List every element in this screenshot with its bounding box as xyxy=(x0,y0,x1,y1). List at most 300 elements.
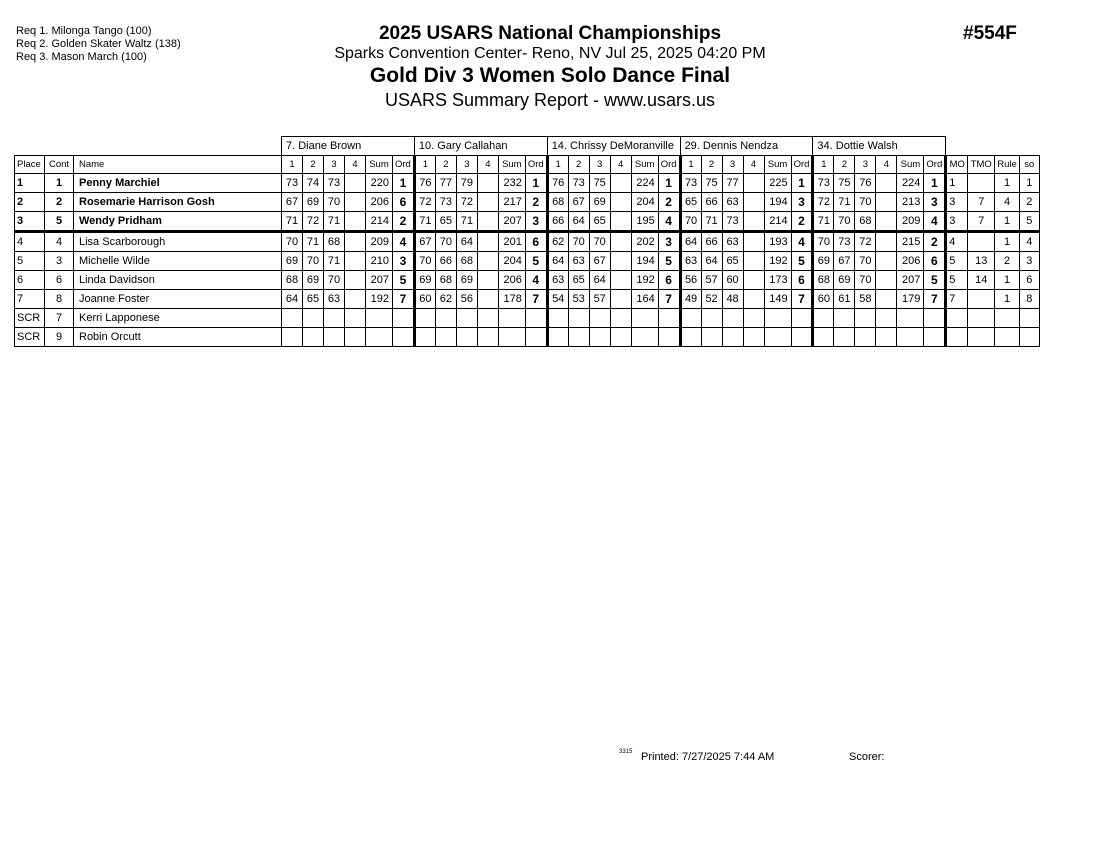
mo-cell: 3 xyxy=(946,212,968,232)
judge1-score-cell: 71 xyxy=(324,252,345,271)
skater-name-cell: Rosemarie Harrison Gosh xyxy=(74,193,282,212)
judge4-ordinal-cell: 2 xyxy=(791,212,813,232)
judge-name-3: 14. Chrissy DeMoranville xyxy=(547,137,680,156)
rule-cell xyxy=(995,309,1020,328)
judge4-ordinal-cell: 5 xyxy=(791,252,813,271)
judge1-score-cell: 63 xyxy=(324,290,345,309)
col-header-judge3-2: 2 xyxy=(568,156,589,174)
mo-cell xyxy=(946,328,968,347)
judge5-ordinal-cell: 3 xyxy=(924,193,946,212)
judge1-score-cell xyxy=(303,309,324,328)
judge4-score-cell: 63 xyxy=(722,232,743,252)
contestant-number-cell: 2 xyxy=(45,193,74,212)
judge3-score-cell: 62 xyxy=(547,232,568,252)
judge4-sum-cell: 193 xyxy=(764,232,791,252)
col-header-judge2-3: 3 xyxy=(456,156,477,174)
judge3-score-cell: 57 xyxy=(589,290,610,309)
col-header-rule: Rule xyxy=(995,156,1020,174)
judge4-score-cell xyxy=(680,328,701,347)
judge2-score-cell: 60 xyxy=(414,290,435,309)
col-header-mo: MO xyxy=(946,156,968,174)
judge2-score-cell: 68 xyxy=(435,271,456,290)
col-header-judge2-1: 1 xyxy=(414,156,435,174)
skater-name-cell: Michelle Wilde xyxy=(74,252,282,271)
judge4-ordinal-cell: 7 xyxy=(791,290,813,309)
judge2-score-cell: 64 xyxy=(456,232,477,252)
judge4-score-cell xyxy=(743,309,764,328)
rule-cell xyxy=(995,328,1020,347)
judge2-score-cell: 72 xyxy=(456,193,477,212)
judge3-score-cell xyxy=(589,328,610,347)
judge3-sum-cell xyxy=(631,309,658,328)
judge2-score-cell: 70 xyxy=(414,252,435,271)
judge4-sum-cell: 173 xyxy=(764,271,791,290)
judge2-score-cell xyxy=(477,212,498,232)
rule-cell: 1 xyxy=(995,212,1020,232)
judge5-sum-cell xyxy=(897,328,924,347)
judge5-score-cell: 72 xyxy=(855,232,876,252)
judge1-ordinal-cell xyxy=(393,328,415,347)
printed-timestamp: Printed: 7/27/2025 7:44 AM xyxy=(641,751,775,763)
judge1-score-cell: 71 xyxy=(324,212,345,232)
judge3-score-cell: 67 xyxy=(589,252,610,271)
judge2-score-cell: 56 xyxy=(456,290,477,309)
judge3-score-cell xyxy=(568,328,589,347)
tmo-cell: 14 xyxy=(968,271,995,290)
judge3-score-cell: 65 xyxy=(568,271,589,290)
judge3-score-cell: 66 xyxy=(547,212,568,232)
col-header-judge3-1: 1 xyxy=(547,156,568,174)
judge3-score-cell xyxy=(610,252,631,271)
judge3-score-cell xyxy=(547,328,568,347)
judge2-score-cell xyxy=(456,328,477,347)
judge5-score-cell: 70 xyxy=(855,271,876,290)
judge3-ordinal-cell: 6 xyxy=(658,271,680,290)
judge1-score-cell xyxy=(345,174,366,193)
so-cell: 5 xyxy=(1019,212,1039,232)
so-cell: 3 xyxy=(1019,252,1039,271)
judge5-score-cell: 70 xyxy=(813,232,834,252)
judge3-score-cell: 70 xyxy=(568,232,589,252)
judge2-sum-cell: 201 xyxy=(498,232,525,252)
judge1-ordinal-cell xyxy=(393,309,415,328)
judge4-score-cell xyxy=(701,328,722,347)
table-row xyxy=(15,212,1040,232)
place-cell: SCR xyxy=(15,309,45,328)
judge4-score-cell xyxy=(743,290,764,309)
contestant-number-cell: 1 xyxy=(45,174,74,193)
judge5-score-cell xyxy=(876,271,897,290)
judge4-sum-cell: 214 xyxy=(764,212,791,232)
col-header-judge5-4: 4 xyxy=(876,156,897,174)
col-header-judge5-ord: Ord xyxy=(924,156,946,174)
judge3-score-cell xyxy=(568,309,589,328)
judge5-sum-cell xyxy=(897,309,924,328)
contestant-number-cell: 4 xyxy=(45,232,74,252)
judge5-score-cell: 71 xyxy=(813,212,834,232)
judge4-score-cell: 57 xyxy=(701,271,722,290)
judge3-score-cell: 65 xyxy=(589,212,610,232)
judge4-ordinal-cell: 1 xyxy=(791,174,813,193)
judge5-score-cell: 71 xyxy=(834,193,855,212)
judge3-sum-cell: 202 xyxy=(631,232,658,252)
col-header-judge1-1: 1 xyxy=(282,156,303,174)
skater-name-cell: Robin Orcutt xyxy=(74,328,282,347)
judge4-sum-cell xyxy=(764,328,791,347)
judge1-score-cell: 71 xyxy=(282,212,303,232)
judge2-score-cell: 68 xyxy=(456,252,477,271)
judge4-score-cell: 73 xyxy=(722,212,743,232)
judge1-score-cell: 70 xyxy=(282,232,303,252)
mo-cell: 5 xyxy=(946,271,968,290)
table-row xyxy=(15,193,1040,212)
judge2-score-cell xyxy=(477,271,498,290)
judge1-score-cell xyxy=(345,309,366,328)
judge4-score-cell xyxy=(701,309,722,328)
judge4-score-cell: 48 xyxy=(722,290,743,309)
results-table xyxy=(14,136,1040,347)
judge5-score-cell: 73 xyxy=(813,174,834,193)
col-header-judge1-ord: Ord xyxy=(393,156,415,174)
judge4-score-cell xyxy=(722,309,743,328)
judge5-score-cell: 73 xyxy=(834,232,855,252)
so-cell: 6 xyxy=(1019,271,1039,290)
judge3-score-cell: 76 xyxy=(547,174,568,193)
judge1-score-cell xyxy=(324,328,345,347)
judge4-score-cell xyxy=(722,328,743,347)
judge5-score-cell xyxy=(876,290,897,309)
col-header-judge4-3: 3 xyxy=(722,156,743,174)
judge1-score-cell: 74 xyxy=(303,174,324,193)
judge3-ordinal-cell: 7 xyxy=(658,290,680,309)
judge3-score-cell xyxy=(610,212,631,232)
judge2-sum-cell xyxy=(498,328,525,347)
judge-name-5: 34. Dottie Walsh xyxy=(813,137,946,156)
judge3-score-cell xyxy=(589,309,610,328)
judge1-sum-cell: 214 xyxy=(366,212,393,232)
contestant-number-cell: 7 xyxy=(45,309,74,328)
judge3-ordinal-cell xyxy=(658,328,680,347)
col-header-so: so xyxy=(1019,156,1039,174)
judge5-score-cell xyxy=(876,174,897,193)
judge1-score-cell: 67 xyxy=(282,193,303,212)
judge5-score-cell: 68 xyxy=(855,212,876,232)
judge3-score-cell: 53 xyxy=(568,290,589,309)
col-header-judge3-3: 3 xyxy=(589,156,610,174)
judge3-ordinal-cell: 5 xyxy=(658,252,680,271)
judge5-ordinal-cell: 5 xyxy=(924,271,946,290)
judge2-sum-cell: 206 xyxy=(498,271,525,290)
judge2-score-cell: 79 xyxy=(456,174,477,193)
judge2-ordinal-cell: 4 xyxy=(525,271,547,290)
scorer-label: Scorer: xyxy=(849,751,885,763)
table-row xyxy=(15,271,1040,290)
judge4-score-cell: 49 xyxy=(680,290,701,309)
judge1-score-cell xyxy=(345,290,366,309)
judge5-score-cell: 70 xyxy=(855,252,876,271)
contestant-number-cell: 3 xyxy=(45,252,74,271)
table-row xyxy=(15,309,1040,328)
competition-title: 2025 USARS National Championships xyxy=(378,23,722,44)
judge3-score-cell: 64 xyxy=(547,252,568,271)
judge5-sum-cell: 179 xyxy=(897,290,924,309)
blank-cell xyxy=(946,137,1040,156)
skater-name-cell: Joanne Foster xyxy=(74,290,282,309)
judge4-ordinal-cell: 3 xyxy=(791,193,813,212)
judge5-score-cell: 68 xyxy=(813,271,834,290)
event-title: Gold Div 3 Women Solo Dance Final xyxy=(369,64,731,87)
col-header-judge3-4: 4 xyxy=(610,156,631,174)
judge2-sum-cell: 207 xyxy=(498,212,525,232)
judge2-score-cell: 69 xyxy=(456,271,477,290)
skater-name-cell: Kerri Lapponese xyxy=(74,309,282,328)
judge5-ordinal-cell: 7 xyxy=(924,290,946,309)
rule-cell: 2 xyxy=(995,252,1020,271)
judge2-score-cell xyxy=(414,328,435,347)
mo-cell: 1 xyxy=(946,174,968,193)
rule-cell: 1 xyxy=(995,271,1020,290)
judge3-score-cell: 73 xyxy=(568,174,589,193)
mo-cell: 4 xyxy=(946,232,968,252)
col-header-judge5-1: 1 xyxy=(813,156,834,174)
judge5-score-cell xyxy=(855,309,876,328)
judge2-score-cell: 73 xyxy=(435,193,456,212)
judge1-score-cell: 69 xyxy=(303,193,324,212)
judge2-score-cell: 65 xyxy=(435,212,456,232)
judge-name-1: 7. Diane Brown xyxy=(282,137,415,156)
judge4-score-cell xyxy=(743,232,764,252)
judge4-score-cell: 66 xyxy=(701,193,722,212)
col-header-cont: Cont xyxy=(45,156,74,174)
judge5-score-cell: 61 xyxy=(834,290,855,309)
judge3-score-cell: 70 xyxy=(589,232,610,252)
judge3-ordinal-cell: 2 xyxy=(658,193,680,212)
judge2-score-cell: 71 xyxy=(414,212,435,232)
judge5-score-cell xyxy=(876,232,897,252)
col-header-judge5-sum: Sum xyxy=(897,156,924,174)
judge2-score-cell: 71 xyxy=(456,212,477,232)
judge4-score-cell: 63 xyxy=(722,193,743,212)
judge2-ordinal-cell: 3 xyxy=(525,212,547,232)
mo-cell: 3 xyxy=(946,193,968,212)
judge2-score-cell: 62 xyxy=(435,290,456,309)
requirements-list xyxy=(16,25,181,64)
judge1-score-cell: 68 xyxy=(324,232,345,252)
judge3-ordinal-cell: 1 xyxy=(658,174,680,193)
judge4-sum-cell: 194 xyxy=(764,193,791,212)
judge4-score-cell: 56 xyxy=(680,271,701,290)
col-header-judge3-sum: Sum xyxy=(631,156,658,174)
judge2-score-cell xyxy=(414,309,435,328)
judge1-score-cell xyxy=(324,309,345,328)
judge-name-4: 29. Dennis Nendza xyxy=(680,137,813,156)
judge1-sum-cell: 206 xyxy=(366,193,393,212)
table-row xyxy=(15,174,1040,193)
judge2-score-cell: 67 xyxy=(414,232,435,252)
judge1-ordinal-cell: 6 xyxy=(393,193,415,212)
tmo-cell xyxy=(968,309,995,328)
judge5-score-cell: 69 xyxy=(813,252,834,271)
judge1-sum-cell xyxy=(366,309,393,328)
place-cell: 2 xyxy=(15,193,45,212)
contestant-number-cell: 8 xyxy=(45,290,74,309)
judge4-sum-cell: 192 xyxy=(764,252,791,271)
judge4-sum-cell xyxy=(764,309,791,328)
judge2-ordinal-cell: 1 xyxy=(525,174,547,193)
tmo-cell: 13 xyxy=(968,252,995,271)
judge3-ordinal-cell xyxy=(658,309,680,328)
so-cell: 1 xyxy=(1019,174,1039,193)
judge2-sum-cell: 178 xyxy=(498,290,525,309)
judge5-score-cell: 58 xyxy=(855,290,876,309)
judge3-score-cell: 64 xyxy=(589,271,610,290)
col-header-judge5-2: 2 xyxy=(834,156,855,174)
tmo-cell xyxy=(968,232,995,252)
judge5-score-cell: 60 xyxy=(813,290,834,309)
judge4-score-cell: 73 xyxy=(680,174,701,193)
judge4-score-cell: 60 xyxy=(722,271,743,290)
so-cell: 4 xyxy=(1019,232,1039,252)
judge1-score-cell: 73 xyxy=(282,174,303,193)
col-header-judge4-1: 1 xyxy=(680,156,701,174)
judge1-score-cell xyxy=(282,328,303,347)
judge1-ordinal-cell: 4 xyxy=(393,232,415,252)
judge4-sum-cell: 149 xyxy=(764,290,791,309)
judge5-sum-cell: 213 xyxy=(897,193,924,212)
judge4-score-cell: 63 xyxy=(680,252,701,271)
table-row xyxy=(15,232,1040,252)
judge1-score-cell: 64 xyxy=(282,290,303,309)
place-cell: 6 xyxy=(15,271,45,290)
col-header-judge5-3: 3 xyxy=(855,156,876,174)
col-header-judge1-4: 4 xyxy=(345,156,366,174)
place-cell: 1 xyxy=(15,174,45,193)
judge4-ordinal-cell xyxy=(791,309,813,328)
so-cell: 8 xyxy=(1019,290,1039,309)
place-cell: 7 xyxy=(15,290,45,309)
judge5-sum-cell: 209 xyxy=(897,212,924,232)
judge4-ordinal-cell: 6 xyxy=(791,271,813,290)
requirement-1: Req 1. Milonga Tango (100) xyxy=(16,25,152,37)
judge2-score-cell xyxy=(477,174,498,193)
contestant-number-cell: 6 xyxy=(45,271,74,290)
judge2-ordinal-cell xyxy=(525,309,547,328)
judge5-score-cell: 70 xyxy=(855,193,876,212)
requirement-2: Req 2. Golden Skater Waltz (138) xyxy=(16,38,181,50)
judge3-score-cell xyxy=(610,290,631,309)
judge4-sum-cell: 225 xyxy=(764,174,791,193)
rule-cell: 1 xyxy=(995,290,1020,309)
judge3-sum-cell xyxy=(631,328,658,347)
judge1-score-cell: 69 xyxy=(303,271,324,290)
judge2-score-cell xyxy=(477,193,498,212)
tmo-cell: 7 xyxy=(968,193,995,212)
col-header-judge1-2: 2 xyxy=(303,156,324,174)
judge4-score-cell xyxy=(743,174,764,193)
judge1-sum-cell: 192 xyxy=(366,290,393,309)
judge1-score-cell: 65 xyxy=(303,290,324,309)
judge1-ordinal-cell: 2 xyxy=(393,212,415,232)
judge2-score-cell: 69 xyxy=(414,271,435,290)
judge4-score-cell: 65 xyxy=(680,193,701,212)
judge3-ordinal-cell: 4 xyxy=(658,212,680,232)
judge2-ordinal-cell xyxy=(525,328,547,347)
judge2-score-cell: 66 xyxy=(435,252,456,271)
col-header-judge2-sum: Sum xyxy=(498,156,525,174)
rule-cell: 4 xyxy=(995,193,1020,212)
col-header-judge2-4: 4 xyxy=(477,156,498,174)
judge5-sum-cell: 215 xyxy=(897,232,924,252)
judge4-score-cell: 66 xyxy=(701,232,722,252)
judge3-score-cell xyxy=(610,309,631,328)
judge4-score-cell: 64 xyxy=(680,232,701,252)
judge3-score-cell: 69 xyxy=(589,193,610,212)
judge3-score-cell: 63 xyxy=(568,252,589,271)
judge2-sum-cell: 204 xyxy=(498,252,525,271)
judge5-ordinal-cell xyxy=(924,328,946,347)
judge1-score-cell: 70 xyxy=(303,252,324,271)
judge3-ordinal-cell: 3 xyxy=(658,232,680,252)
judge4-score-cell xyxy=(743,252,764,271)
col-header-judge3-ord: Ord xyxy=(658,156,680,174)
judge5-score-cell xyxy=(834,309,855,328)
judge2-score-cell xyxy=(477,232,498,252)
mo-cell: 7 xyxy=(946,290,968,309)
table-row xyxy=(15,290,1040,309)
place-cell: SCR xyxy=(15,328,45,347)
judge1-score-cell xyxy=(345,193,366,212)
col-header-judge2-2: 2 xyxy=(435,156,456,174)
judge3-sum-cell: 224 xyxy=(631,174,658,193)
judge4-score-cell: 71 xyxy=(701,212,722,232)
col-header-tmo: TMO xyxy=(968,156,995,174)
col-header-judge1-sum: Sum xyxy=(366,156,393,174)
judge1-score-cell: 73 xyxy=(324,174,345,193)
judge1-sum-cell: 209 xyxy=(366,232,393,252)
col-header-judge2-ord: Ord xyxy=(525,156,547,174)
judge4-score-cell: 75 xyxy=(701,174,722,193)
judge1-score-cell: 68 xyxy=(282,271,303,290)
judge5-ordinal-cell: 4 xyxy=(924,212,946,232)
so-cell xyxy=(1019,328,1039,347)
requirement-3: Req 3. Mason March (100) xyxy=(16,51,147,63)
place-cell: 5 xyxy=(15,252,45,271)
judge2-sum-cell: 232 xyxy=(498,174,525,193)
column-header-row xyxy=(15,156,1040,174)
judge3-score-cell xyxy=(610,174,631,193)
rule-cell: 1 xyxy=(995,232,1020,252)
judge5-score-cell xyxy=(813,309,834,328)
judge1-sum-cell: 207 xyxy=(366,271,393,290)
judge3-score-cell: 67 xyxy=(568,193,589,212)
judge5-score-cell xyxy=(834,328,855,347)
judge4-score-cell: 65 xyxy=(722,252,743,271)
judge3-score-cell: 75 xyxy=(589,174,610,193)
judge2-sum-cell: 217 xyxy=(498,193,525,212)
judge3-sum-cell: 192 xyxy=(631,271,658,290)
judge5-score-cell: 72 xyxy=(813,193,834,212)
judge2-score-cell xyxy=(477,309,498,328)
judge1-score-cell: 70 xyxy=(324,193,345,212)
judge3-score-cell: 54 xyxy=(547,290,568,309)
judge1-score-cell xyxy=(345,271,366,290)
judge5-score-cell xyxy=(876,252,897,271)
judge2-score-cell xyxy=(456,309,477,328)
judge4-ordinal-cell: 4 xyxy=(791,232,813,252)
judge5-sum-cell: 224 xyxy=(897,174,924,193)
place-cell: 3 xyxy=(15,212,45,232)
judge1-score-cell xyxy=(345,232,366,252)
